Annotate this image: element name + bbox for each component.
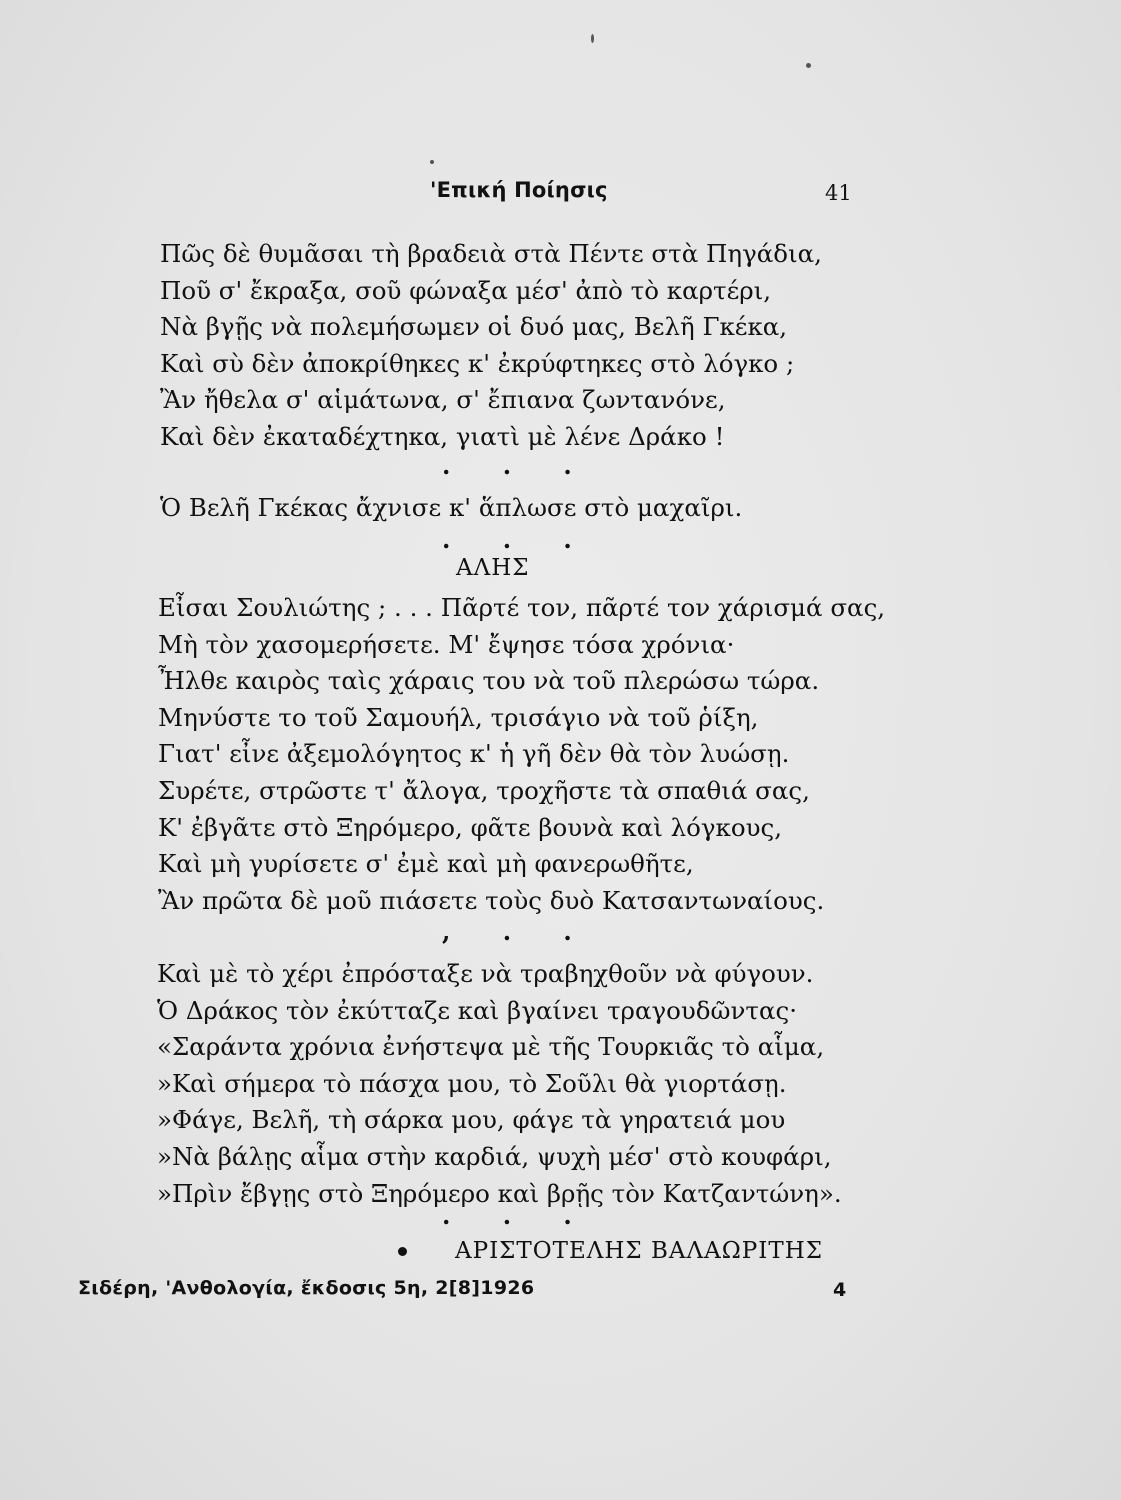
verse-line: Κ' ἐβγᾶτε στὸ Ξηρόμερο, φᾶτε βουνὰ καὶ λόγκους, [158,812,782,842]
verse-line: Μὴ τὸν χασομερήσετε. Μ' ἔψησε τόσα χρόνια· [158,629,735,659]
verse-line: Ἦλθε καιρὸς ταὶς χάραις του νὰ τοῦ πλερώσω τώρα. [158,666,820,696]
verse-line: Καὶ μὲ τὸ χέρι ἐπρόσταξε νὰ τραβηχθοῦν νὰ φύγουν. [157,959,814,988]
verse-line: Γιατ' εἶνε ἀξεμολόγητος κ' ἡ γῆ δὲν θὰ τὸν λυώσῃ. [158,739,790,769]
section-separator: . . . [442,525,594,554]
verse-line: »Νὰ βάλῃς αἷμα στὴν καρδιά, ψυχὴ μέσ' στὸ κουφάρι, [157,1141,832,1171]
section-separator: . . . [442,1201,594,1230]
running-header-title: 'Επική Ποίησις [430,178,608,202]
verse-line: Ὁ Δράκος τὸν ἐκύτταζε καὶ βγαίνει τραγουδῶντας· [157,995,798,1025]
paper-speck [806,63,811,68]
stanza-1 [160,236,822,456]
section-separator: , . . [442,917,594,946]
verse-line: «Σαράντα χρόνια ἐνήστεψα μὲ τῆς Τουρκιᾶς τὸ αἷμα, [157,1032,825,1062]
footer-source-citation: Σιδέρη, 'Ανθολογία, ἔκδοσις 5η, 2[8]1926 [78,1277,535,1299]
stanza-3 [158,590,885,919]
stanza-4 [157,956,842,1212]
paper-speck [591,34,594,43]
verse-line: Καὶ δὲν ἐκαταδέχτηκα, γιατὶ μὲ λένε Δράκο ! [160,421,725,451]
author-signature: ΑΡΙΣΤΟΤΕΛΗΣ ΒΑΛΑΩΡΙΤΗΣ [455,1238,824,1264]
speaker-name: ΑΛΗΣ [456,555,530,581]
verse-line: Μηνύστε το τοῦ Σαμουήλ, τρισάγιο νὰ τοῦ ῥίξη, [158,702,759,732]
verse-line: Εἶσαι Σουλιώτης ; . . . Πᾶρτέ τον, πᾶρτέ τον χάρισμά σας, [158,593,886,622]
verse-line: »Πρὶν ἔβγῃς στὸ Ξηρόμερο καὶ βρῇς τὸν Κατζαντώνη». [157,1178,842,1208]
paper-speck [430,160,434,164]
verse-line: Καὶ σὺ δὲν ἀποκρίθηκες κ' ἐκρύφτηκες στὸ λόγκο ; [160,348,795,378]
verse-line: Καὶ μὴ γυρίσετε σ' ἐμὲ καὶ μὴ φανερωθῆτε, [158,849,694,879]
verse-line: Ὁ Βελῆ Γκέκας ἄχνισε κ' ἅπλωσε στὸ μαχαῖρι. [160,493,743,522]
verse-line: Ἂν ἤθελα σ' αἱμάτωνα, σ' ἔπιανα ζωντανόνε, [160,385,726,415]
verse-line: Συρέτε, στρῶστε τ' ἄλογα, τροχῆστε τὰ σπαθιά σας, [158,775,810,805]
bullet-dot-icon [398,1247,407,1256]
section-separator: . . . [442,451,594,480]
stanza-2 [160,490,742,527]
verse-line: Πῶς δὲ θυμᾶσαι τὴ βραδειὰ στὰ Πέντε στὰ Πηγάδια, [160,239,822,268]
verse-line: »Καὶ σήμερα τὸ πάσχα μου, τὸ Σοῦλι θὰ γιορτάσῃ. [157,1068,787,1098]
printer-signature-mark: 4 [833,1279,847,1301]
verse-line: Ποῦ σ' ἔκραξα, σοῦ φώναξα μέσ' ἀπὸ τὸ καρτέρι, [160,275,772,305]
verse-line: Νὰ βγῇς νὰ πολεμήσωμεν οἱ δυό μας, Βελῆ Γκέκα, [160,312,788,342]
verse-line: Ἂν πρῶτα δὲ μοῦ πιάσετε τοὺς δυὸ Κατσαντωναίους. [158,885,825,915]
verse-line: »Φάγε, Βελῆ, τὴ σάρκα μου, φάγε τὰ γηρατειά μου [157,1105,786,1135]
page-number: 41 [825,181,852,205]
